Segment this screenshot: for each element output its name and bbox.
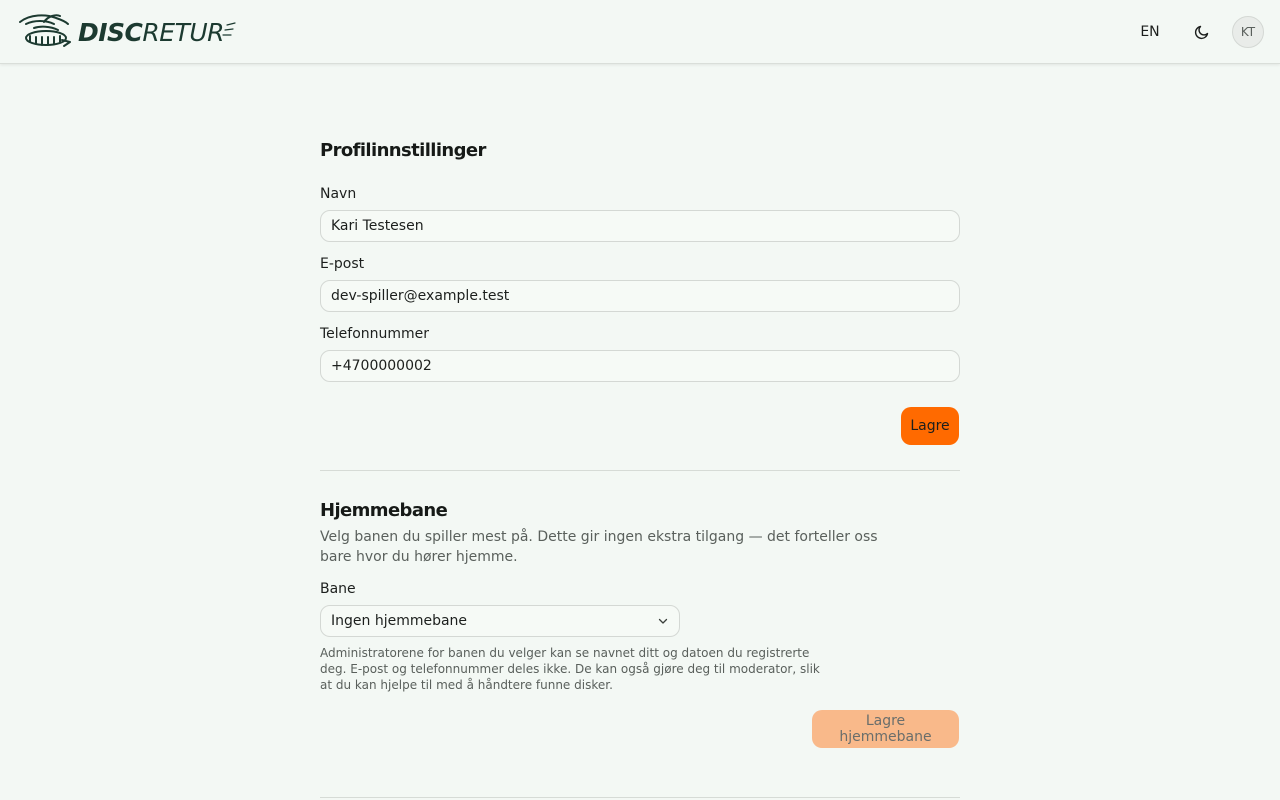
email-label: E-post (320, 256, 365, 272)
chevron-down-icon (657, 615, 669, 627)
course-label: Bane (320, 581, 356, 597)
home-course-select[interactable] (320, 605, 680, 637)
theme-toggle-button[interactable] (1186, 16, 1218, 48)
discretur-logo[interactable] (16, 12, 224, 52)
profile-settings-title: Profilinnstillinger (320, 140, 486, 161)
section-divider-bottom (320, 797, 960, 798)
save-profile-button[interactable]: Lagre (901, 407, 959, 445)
save-home-course-button[interactable]: Lagre hjemmebane (812, 710, 959, 748)
speed-lines-icon (222, 22, 236, 38)
name-label: Navn (320, 186, 357, 202)
name-input[interactable] (320, 210, 960, 242)
phone-label: Telefonnummer (320, 326, 430, 342)
language-toggle-button[interactable]: EN (1130, 17, 1170, 47)
brand-name (78, 18, 224, 47)
brand-name-bold: DISC (78, 17, 143, 47)
home-course-selected-value: Ingen hjemmebane (331, 613, 468, 629)
user-avatar[interactable]: KT (1232, 16, 1264, 48)
section-divider (320, 470, 960, 471)
email-input[interactable] (320, 280, 960, 312)
moon-icon (1194, 24, 1210, 40)
disc-bird-logo-icon (16, 12, 72, 52)
phone-input[interactable] (320, 350, 960, 382)
top-bar (0, 0, 1280, 64)
privacy-note: Administratorene for banen du velger kan se navnet ditt og datoen du registrerte deg. E-post og telefonnummer deles ikke. De kan også gjøre deg til moderator, slik at du kan hjelpe til med å håndtere funne disker. (320, 646, 820, 692)
home-course-description: Velg banen du spiller mest på. Dette gir ingen ekstra tilgang — det forteller oss bare hvor du hører hjemme. (320, 529, 878, 565)
brand-name-light: RETUR (142, 17, 225, 47)
home-course-title: Hjemmebane (320, 500, 448, 521)
